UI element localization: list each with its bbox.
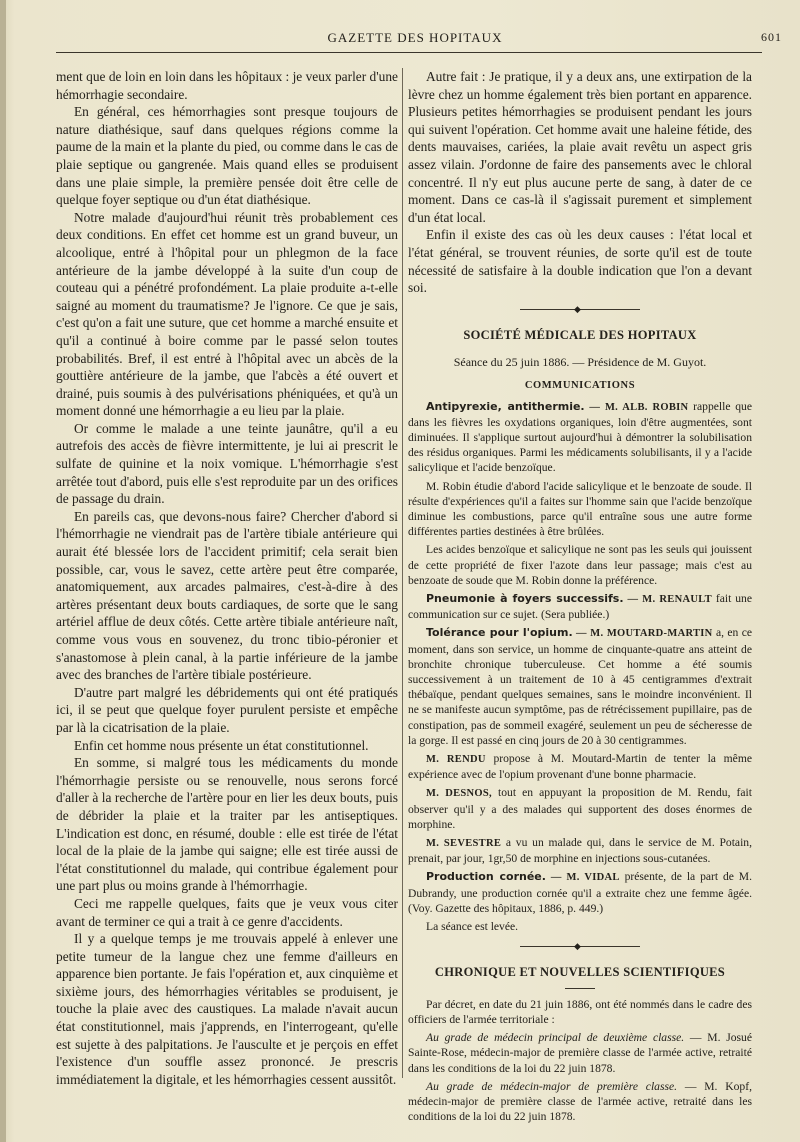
- communications-list: [408, 399, 752, 935]
- society-section: [408, 327, 752, 934]
- paragraph: Or comme le malade a une teinte jaunâtre, qu'il a eu autrefois des accès de fièvre intermittente, je lui ai prescrit le sulfate de quinine et la noix vomique. L'hémorrhagie s'est arrêtée tout d'abord, puis elle s'est reproduite par un des orifices de passage du drain.: [56, 420, 398, 507]
- item-topic: Antipyrexie, antithermie.: [426, 399, 585, 413]
- section-ornament: [520, 305, 640, 315]
- list-item: [408, 869, 752, 916]
- page-number: 601: [761, 30, 782, 44]
- heading-rule: [565, 988, 595, 989]
- page-header: [40, 30, 790, 50]
- item-speaker: M. DESNOS,: [426, 788, 492, 800]
- item-text: propose à M. Moutard-Martin de tenter la même expérience avec de l'opium provenant d'une bonne pharmacie.: [408, 751, 752, 782]
- entry-text: — M. Kopf, médecin-major de première classe de l'armée active, retraité dans les conditions de la loi du 22 juin 1878.: [408, 1079, 752, 1124]
- chronicle-body: [408, 997, 752, 1125]
- item-text: M. Robin étudie d'abord l'acide salicylique et le benzoate de soude. Il résulte d'expériences qu'il a faites sur l'homme sain que l'acide benzoïque diminue les combustions, parce qu'il entraîne sous une autre forme différentes parties destinées à être brûlées.: [408, 479, 752, 539]
- paragraph: Autre fait : Je pratique, il y a deux ans, une extirpation de la lèvre chez un homme également très bien portant en apparence. Plusieurs petites hémorrhagies se produisent pendant les jours qui suivent l'opération. Cet homme avait une haleine fétide, des dents mauvaises, cariées, la plaie avait revêtu un aspect gris assez vilain. J'ordonne de faire des pansements avec le chloral concentré. Il n'y eut plus aucune perte de sang, à dater de ce moment. Dans ce cas-là il s'agissait purement et simplement d'un état local.: [408, 69, 752, 225]
- item-speaker: — M. ALB. ROBIN: [584, 401, 689, 413]
- chronicle-section: [408, 964, 752, 1124]
- list-item: [408, 542, 752, 588]
- list-item: [408, 751, 752, 782]
- list-item: [408, 1030, 752, 1076]
- right-column: [408, 68, 752, 1127]
- section-heading: SOCIÉTÉ MÉDICALE DES HOPITAUX: [463, 327, 697, 342]
- list-item: [408, 1079, 752, 1125]
- list-item: [408, 479, 752, 540]
- left-column: [56, 68, 398, 1088]
- item-speaker: — M. VIDAL: [545, 872, 620, 884]
- list-item: [408, 399, 752, 476]
- entry-rank: Au grade de médecin principal de deuxième classe.: [426, 1031, 685, 1045]
- item-text: a, en ce moment, dans son service, un homme de cinquante-quatre ans atteint de bronchite chronique tuberculeuse. Cet homme a été soumis successivement à un traitement de 10 à 45 centigrammes d'extrait thébaïque, pendant quelques semaines, sans le moindre inconvénient. Il ne se manifeste aucun symptôme, pas de rétrécissement pupillaire, pas de constipation, pas de sommeil exagéré, seulement un peu de sécheresse de la gorge. Il est passé en cinq jours de 20 à 30 centigrammes.: [408, 626, 752, 747]
- paragraph: Ceci me rappelle quelques, faits que je veux vous citer avant de terminer ce qui a trait à ce genre d'accidents.: [56, 895, 398, 929]
- item-text: Les acides benzoïque et salicylique ne sont pas les seuls qui jouissent de cette propriété de fixer l'azote dans leur passage; mais c'est au benzoate de soude que M. Robin donne la préférence.: [408, 543, 752, 587]
- paragraph: En pareils cas, que devons-nous faire? Chercher d'abord si l'hémorrhagie ne viendrait pas de l'artère tibiale antérieure qui aurait été blessée lors de l'accident primitif; cela serait bien possible, car, vous le savez, cette artère peut être comparée, anatomiquement, aux arcades palmaires, c'est-à-dire à des artères présentant deux bouts cardiaques, de sorte que le sang artériel afflue de deux côtés. Cette artère tibiale antérieure naît, comme vous vous en souvenez, du tronc tibio-péronier et s'anastomose à plein canal, à la partie inférieure de la jambe avec des branches de l'artère tibiale postérieure.: [56, 508, 398, 683]
- item-text: fait une communication sur ce sujet. (Sera publiée.): [408, 591, 752, 622]
- session-line: Séance du 25 juin 1886. — Présidence de M. Guyot.: [453, 355, 707, 370]
- paragraph: Notre malade d'aujourd'hui réunit très probablement ces deux conditions. En effet cet homme est un grand buveur, un alcoolique, entré à l'hôpital pour un phlegmon de la face antérieure de la jambe développé à la suite d'un coup de couteau qui a pénétré profondément. La plaie produite a-t-elle saigné au moment du traumatisme? Je l'ignore. Ce que je sais, c'est qu'on a fait une suture, que cet homme a marché ensuite et qu'il a continué à boire comme par le passé selon toutes probabilités. Bref, il est entré à l'hôpital avec un abcès de la gouttière antérieure de la jambe, que l'abcès a été ouvert et drainé, puis soumis à des pulvérisations phéniquées, et qu'à un moment donné une hémorrhagie a eu lieu par la plaie.: [56, 209, 398, 419]
- item-speaker: — M. RENAULT: [623, 593, 712, 605]
- item-text: rappelle que dans les fièvres les oxydations organiques, loin d'être augmentées, sont diminuées. Il s'applique surtout aujourd'hui à démontrer la solubilisation des résidus organiques. Parmi les médicaments solubilisants, il y a l'acide salicylique et l'acide benzoïque.: [408, 399, 752, 475]
- item-speaker: M. RENDU: [426, 753, 486, 765]
- list-item: [408, 591, 752, 622]
- item-topic: Production cornée.: [426, 870, 546, 884]
- paragraph: En général, ces hémorrhagies sont presque toujours de nature diathésique, sauf dans quelques régions comme la paume de la main et la plante du pied, ou comme dans le cas de plaie septique ou gangrenée. Mais quand elles se produisent dans une plaie simple, la première pensée doit être celle de quelque foyer septique ou d'un état diathésique.: [56, 104, 398, 208]
- chronicle-intro: Par décret, en date du 21 juin 1886, ont été nommés dans le cadre des officiers de l'armée territoriale :: [408, 997, 752, 1026]
- journal-title: GAZETTE DES HOPITAUX: [327, 30, 503, 45]
- entry-rank: Au grade de médecin-major de première classe.: [426, 1079, 678, 1093]
- section-ornament: [520, 942, 640, 952]
- item-text: a vu un malade qui, dans le service de M. Potain, prenait, par jour, 1gr,50 de morphine en injections sous-cutanées.: [408, 835, 752, 866]
- paragraph: D'autre part malgré les débridements qui ont été pratiqués ici, il se peut que quelque foyer purulent persiste et empêche par là la cicatrisation de la plaie.: [56, 684, 398, 735]
- column-divider: [402, 68, 403, 1078]
- paragraph: En somme, si malgré tous les médicaments du monde l'hémorrhagie persiste ou se renouvelle, nous serons forcé d'aller à la recherche de l'artère pour en lier les deux bouts, puis de débrider la plaie et la traiter par les antiseptiques. L'indication est donc, en résumé, double : elle est tirée de l'état local de la plaie de la jambe qui saigne; elle est tirée aussi de l'état constitutionnel du malade, qui contribue également pour une part plus ou moins grande à l'hémorrhagie.: [56, 755, 398, 894]
- section-heading: CHRONIQUE ET NOUVELLES SCIENTIFIQUES: [434, 965, 726, 980]
- paragraph: Enfin cet homme nous présente un état constitutionnel.: [74, 737, 369, 753]
- item-speaker: — M. MOUTARD-MARTIN: [572, 628, 713, 640]
- item-text: présente, de la part de M. Dubrandy, une production cornée qu'il a extraite chez une femme âgée. (Voy. Gazette des hôpitaux, 1886, p. 449.): [408, 870, 753, 915]
- list-item: [408, 785, 752, 832]
- paragraph: Il y a quelque temps je me trouvais appelé à enlever une petite tumeur de la langue chez une femme d'ailleurs en apparence bien portante. Je fais l'opération et, aux cinquième et sixième jours, des hémorrhagies véritables se produisent, je touche la plaie avec des caustiques. La malade n'avait aucun état constitutionnel, mais j'apprends, en l'interrogeant, qu'elle est sujette à des palpitations. Je l'ausculte et je perçois en effet l'existence d'un souffle assez prononcé. Je prescris immédiatement la digitale, et les hémorrhagies cessent aussitôt.: [56, 931, 398, 1087]
- entry-text: — M. Josué Sainte-Rose, médecin-major de première classe de l'armée active, retraité dans les conditions de la loi du 22 juin 1878.: [408, 1031, 752, 1075]
- list-item: [408, 835, 752, 866]
- paragraph: Enfin il existe des cas où les deux causes : l'état local et l'état général, se trouvent réunies, de sorte qu'il est de toute nécessité de satisfaire à la double indication que l'on a devant soi.: [408, 227, 752, 296]
- paragraph: ment que de loin en loin dans les hôpitaux : je veux parler d'une hémorrhagie secondaire.: [56, 69, 398, 102]
- communications-heading: COMMUNICATIONS: [524, 379, 636, 391]
- closing-line: La séance est levée.: [426, 920, 519, 933]
- item-topic: Tolérance pour l'opium.: [426, 626, 573, 640]
- list-item: [408, 625, 752, 748]
- item-text: tout en appuyant la proposition de M. Rendu, fait observer qu'il y a des malades qui supportent des doses énormes de morphine.: [408, 786, 752, 831]
- header-rule: [56, 52, 762, 53]
- item-topic: Pneumonie à foyers successifs.: [426, 591, 624, 605]
- item-speaker: M. SEVESTRE: [426, 837, 502, 849]
